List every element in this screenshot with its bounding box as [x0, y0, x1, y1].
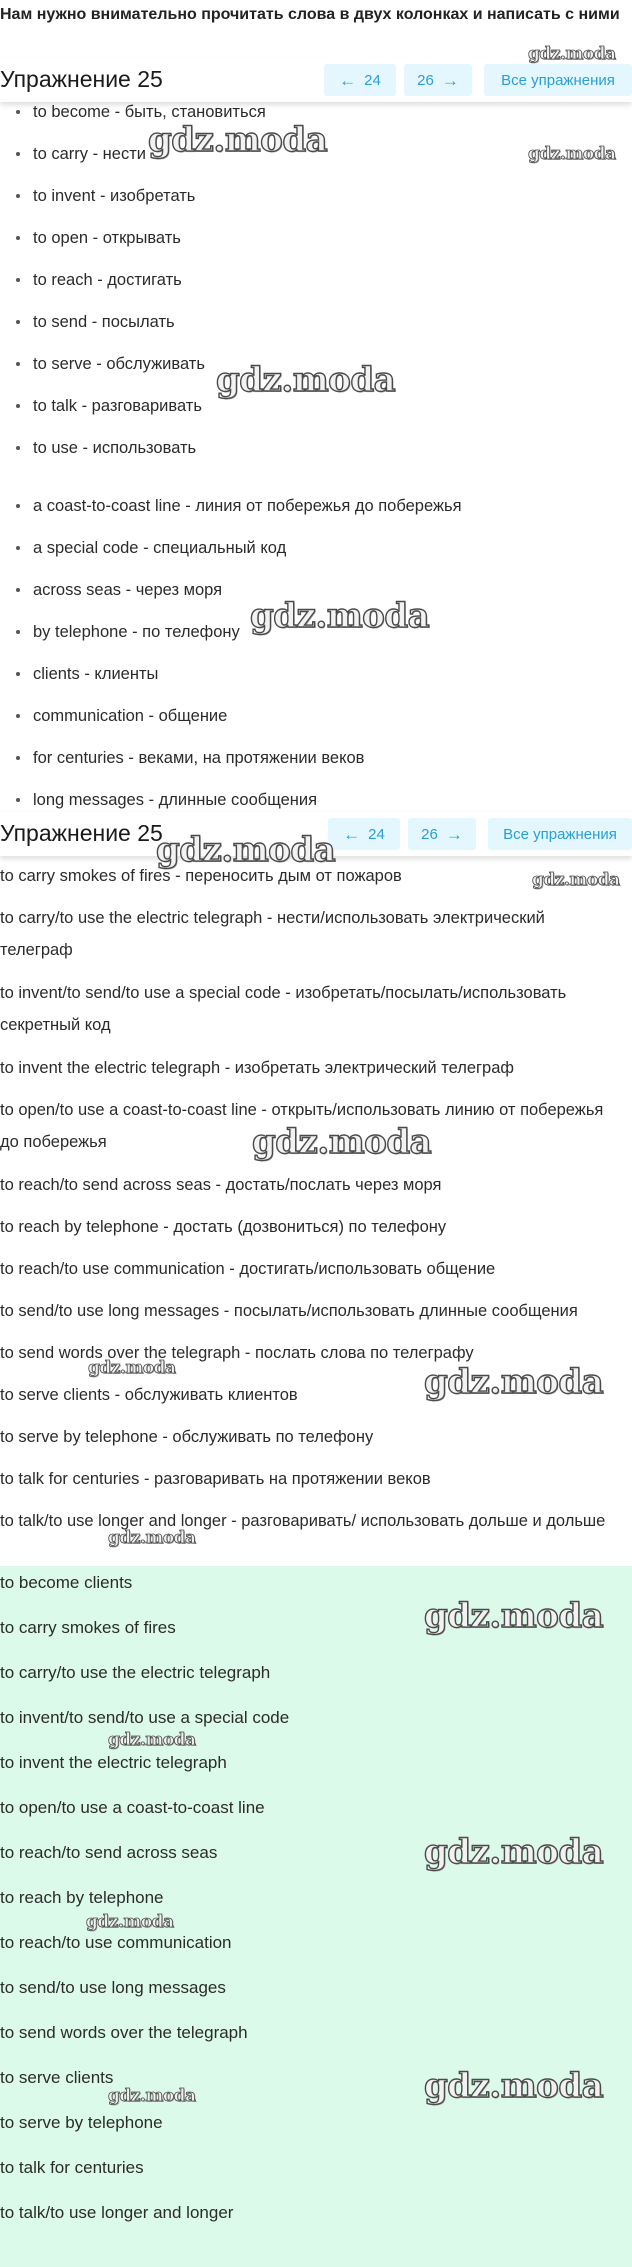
next-exercise-button[interactable]: [404, 64, 472, 96]
watermark: gdz.moda: [108, 2086, 196, 2106]
all-exercises-button[interactable]: Все упражнения: [488, 818, 632, 850]
arrow-right-icon: →: [445, 824, 463, 844]
prev-exercise-button[interactable]: [324, 64, 396, 96]
answer-item: to serve by telephone: [0, 2113, 163, 2132]
phrase-item: to carry smokes of fires - переносить дым от пожаров: [0, 867, 402, 885]
list-item: to open - открывать: [0, 226, 632, 250]
answer-item: to become clients: [0, 1573, 133, 1592]
phrase-item: to open/to use a coast-to-coast line - открыть/использовать линию от побережья до побережья: [0, 1101, 604, 1151]
watermark: gdz.moda: [108, 1730, 196, 1750]
watermark: gdz.moda: [424, 1596, 604, 1636]
prev-exercise-label: 24: [364, 71, 381, 89]
bullet-icon: [16, 546, 20, 550]
list-item: clients - клиенты: [0, 662, 632, 686]
arrow-left-icon: ←: [343, 824, 361, 844]
all-exercises-button[interactable]: Все упражнения: [484, 64, 632, 96]
list-item: across seas - через моря: [0, 578, 632, 602]
watermark: gdz.moda: [424, 1362, 604, 1402]
phrase-item: to invent/to send/to use a special code - изобретать/посылать/использовать секретный код: [0, 984, 567, 1034]
bullet-icon: [16, 110, 20, 114]
next-exercise-button[interactable]: [408, 818, 476, 850]
watermark: gdz.moda: [88, 1358, 176, 1378]
list-item: communication - общение: [0, 704, 632, 728]
answer-box: [0, 1566, 632, 2267]
watermark: gdz.moda: [216, 360, 396, 400]
bullet-icon: [16, 404, 20, 408]
answer-item: to talk/to use longer and longer: [0, 2203, 234, 2222]
list-item: to reach - достигать: [0, 268, 632, 292]
phrase-item: to reach by telephone - достать (дозвониться) по телефону: [0, 1218, 447, 1236]
phrase-item: to serve by telephone - обслуживать по телефону: [0, 1428, 374, 1446]
bullet-icon: [16, 320, 20, 324]
watermark: gdz.moda: [424, 1832, 604, 1872]
answer-item: to reach/to use communication: [0, 1933, 232, 1952]
phrase-item: to send words over the telegraph - послать слова по телеграфу: [0, 1344, 474, 1362]
bullet-icon: [16, 152, 20, 156]
bullet-icon: [16, 194, 20, 198]
watermark: gdz.moda: [148, 120, 328, 160]
list-item: to use - использовать: [0, 436, 632, 460]
watermark: gdz.moda: [108, 1528, 196, 1548]
answer-item: to talk for centuries: [0, 2158, 144, 2177]
phrase-item: to carry/to use the electric telegraph - нести/использовать электрический телеграф: [0, 909, 545, 959]
bullet-icon: [16, 630, 20, 634]
bullet-icon: [16, 446, 20, 450]
watermark: gdz.moda: [156, 830, 336, 870]
list-item: for centuries - веками, на протяжении веков: [0, 746, 632, 770]
watermark: gdz.moda: [424, 2066, 604, 2106]
list-item: to become - быть, становиться: [0, 100, 632, 124]
answer-item: to reach/to send across seas: [0, 1843, 218, 1862]
exercise-title: Упражнение 25: [0, 820, 163, 846]
list-item: a special code - специальный код: [0, 536, 632, 560]
list-item: to send - посылать: [0, 310, 632, 334]
bullet-icon: [16, 504, 20, 508]
list-item: by telephone - по телефону: [0, 620, 632, 644]
answer-item: to send/to use long messages: [0, 1978, 226, 1997]
answer-item: to carry/to use the electric telegraph: [0, 1663, 271, 1682]
bullet-icon: [16, 756, 20, 760]
bullet-icon: [16, 714, 20, 718]
phrase-item: to reach/to send across seas - достать/послать через моря: [0, 1176, 442, 1194]
instruction-text: Нам нужно внимательно прочитать слова в двух колонках и написать с ними: [0, 6, 620, 23]
list-item: to carry - нести: [0, 142, 632, 166]
bullet-icon: [16, 278, 20, 282]
watermark: gdz.moda: [528, 44, 616, 64]
arrow-right-icon: →: [441, 70, 459, 90]
list-item: a coast-to-coast line - линия от побережья до побережья: [0, 494, 632, 518]
answer-item: to carry smokes of fires: [0, 1618, 176, 1637]
answer-item: to open/to use a coast-to-coast line: [0, 1798, 265, 1817]
phrase-item: to talk/to use longer and longer - разговаривать/ использовать дольше и дольше: [0, 1512, 606, 1530]
list-item: long messages - длинные сообщения: [0, 788, 632, 812]
phrase-item: to serve clients - обслуживать клиентов: [0, 1386, 298, 1404]
bullet-icon: [16, 672, 20, 676]
watermark: gdz.moda: [86, 1912, 174, 1932]
answer-item: to send words over the telegraph: [0, 2023, 248, 2042]
list-item: to serve - обслуживать: [0, 352, 632, 376]
list-item: to talk - разговаривать: [0, 394, 632, 418]
prev-exercise-label: 24: [368, 825, 385, 843]
answer-item: to invent the electric telegraph: [0, 1753, 227, 1772]
exercise-header: [0, 812, 632, 856]
phrase-item: to talk for centuries - разговаривать на протяжении веков: [0, 1470, 431, 1488]
answer-item: to serve clients: [0, 2068, 114, 2087]
bullet-icon: [16, 798, 20, 802]
bullet-icon: [16, 236, 20, 240]
watermark: gdz.moda: [252, 1122, 432, 1162]
exercise-header: [0, 58, 632, 102]
bullet-icon: [16, 362, 20, 366]
answer-item: to invent/to send/to use a special code: [0, 1708, 290, 1727]
phrase-item: to invent the electric telegraph - изобретать электрический телеграф: [0, 1059, 514, 1077]
watermark: gdz.moda: [528, 144, 616, 164]
phrase-item: to reach/to use communication - достигать/использовать общение: [0, 1260, 496, 1278]
phrase-item: to send/to use long messages - посылать/использовать длинные сообщения: [0, 1302, 578, 1320]
next-exercise-label: 26: [417, 71, 434, 89]
exercise-title: Упражнение 25: [0, 66, 163, 92]
bullet-icon: [16, 588, 20, 592]
answer-item: to reach by telephone: [0, 1888, 164, 1907]
next-exercise-label: 26: [421, 825, 438, 843]
list-item: to invent - изобретать: [0, 184, 632, 208]
prev-exercise-button[interactable]: [328, 818, 400, 850]
arrow-left-icon: ←: [339, 70, 357, 90]
watermark: gdz.moda: [532, 870, 620, 890]
watermark: gdz.moda: [250, 596, 430, 636]
